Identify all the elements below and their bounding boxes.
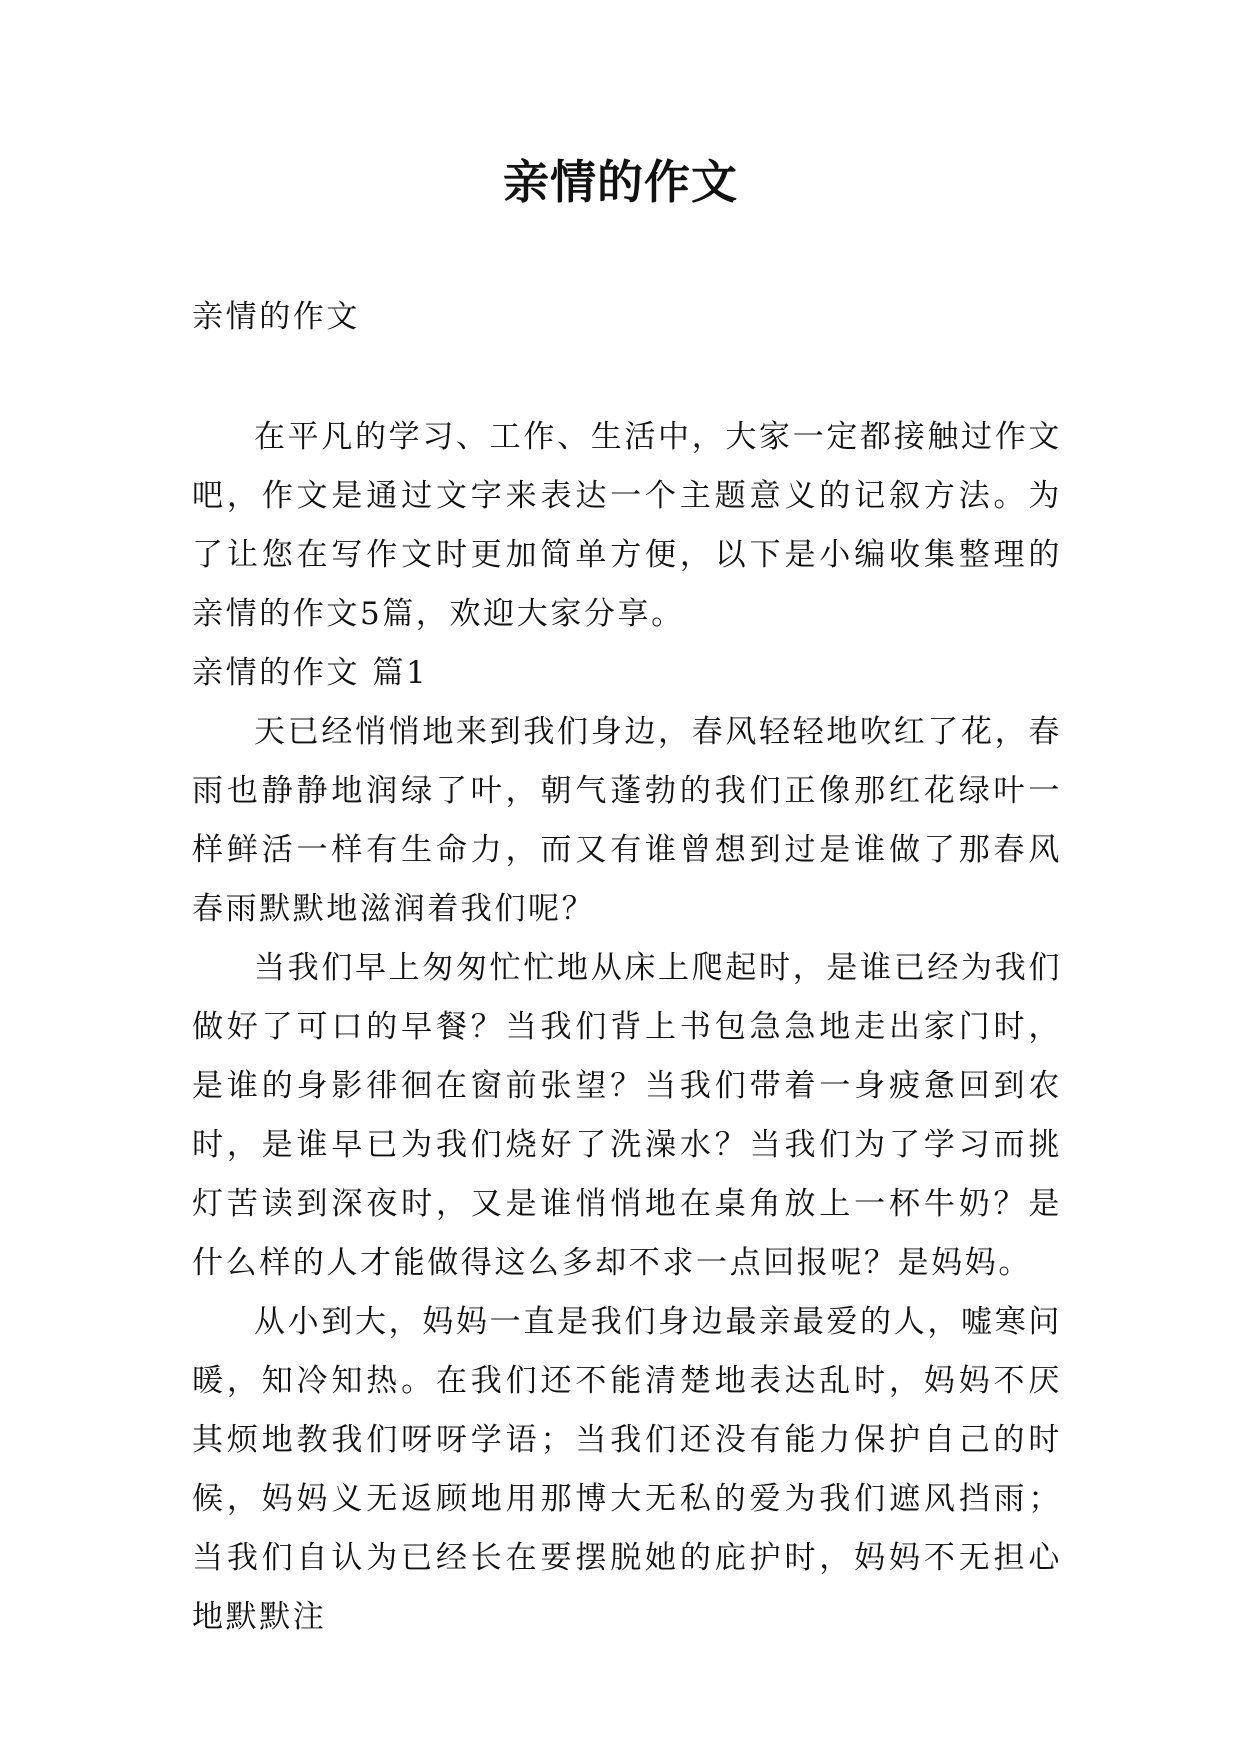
document-body <box>192 408 1062 1647</box>
document-title: 亲情的作文 <box>503 155 738 209</box>
document-subtitle: 亲情的作文 <box>192 299 360 335</box>
section-heading: 亲情的作文 篇1 <box>192 655 429 691</box>
body-paragraph: 当我们早上匆匆忙忙地从床上爬起时，是谁已经为我们做好了可口的早餐？当我们背上书包急急地走出家门时，是谁的身影徘徊在窗前张望？当我们带着一身疲惫回到农时，是谁早已为我们烧好了洗澡水？当我们为了学习而挑灯苦读到深夜时，又是谁悄悄地在桌角放上一杯牛奶？是什么样的人才能做得这么多却不求一点回报呢？是妈妈。 <box>192 950 1062 1281</box>
intro-paragraph: 在平凡的学习、工作、生活中，大家一定都接触过作文吧，作文是通过文字来表达一个主题意义的记叙方法。为了让您在写作文时更加简单方便，以下是小编收集整理的亲情的作文5篇，欢迎大家分享。 <box>192 419 1062 632</box>
body-paragraph: 天已经悄悄地来到我们身边，春风轻轻地吹红了花，春雨也静静地润绿了叶，朝气蓬勃的我们正像那红花绿叶一样鲜活一样有生命力，而又有谁曾想到过是谁做了那春风春雨默默地滋润着我们呢？ <box>192 714 1062 927</box>
body-paragraph: 从小到大，妈妈一直是我们身边最亲最爱的人，嘘寒问暖，知冷知热。在我们还不能清楚地表达乱时，妈妈不厌其烦地教我们呀呀学语；当我们还没有能力保护自己的时候，妈妈义无返顾地用那博大无私的爱为我们遮风挡雨；当我们自认为已经长在要摆脱她的庇护时，妈妈不无担心地默默注 <box>192 1304 1062 1635</box>
